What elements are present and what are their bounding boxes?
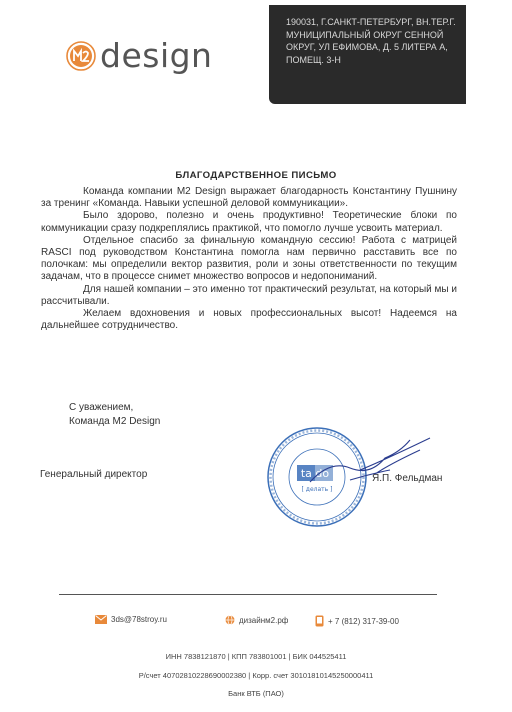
website-text: дизайнм2.рф <box>239 615 289 625</box>
signer-name: Я.П. Фельдман <box>372 473 443 484</box>
paragraph-5: Желаем вдохновения и новых профессиональных высот! Надеемся на дальнейшее сотрудничество. <box>41 308 457 332</box>
letter-title: БЛАГОДАРСТВЕННОЕ ПИСЬМО <box>175 170 337 181</box>
letter-body <box>41 186 457 332</box>
phone-icon <box>315 615 324 627</box>
paragraph-4: Для нашей компании – это именно тот практический результат, на который мы и рассчитывали. <box>41 283 457 307</box>
paragraph-1: Команда компании M2 Design выражает благодарность Константину Пушнину за тренинг «Команда. Навыки успешной деловой коммуникации». <box>41 186 457 210</box>
phone-text: + 7 (812) 317-39-00 <box>328 616 399 626</box>
paragraph-3: Отдельное спасибо за финальную командную сессию! Работа с матрицей RASCI под руководством Константина помогла нам первично расставить все по полочкам: мы определили вектор развития, роли и зоны ответственности по текущим задачам, что в процессе снимет множество вопросов и недопониманий. <box>41 234 457 283</box>
envelope-icon <box>95 615 107 624</box>
closing-team: Команда M2 Design <box>69 416 161 427</box>
paragraph-2: Было здорово, полезно и очень продуктивно! Теоретические блоки по коммуникации сразу подкреплялись практикой, что помогло лучше усвоить материал. <box>41 210 457 234</box>
closing <box>69 401 160 429</box>
bank-name: Банк ВТБ (ПАО) <box>228 689 284 698</box>
company-requisites: ИНН 7838121870 | КПП 783801001 | БИК 044525411 <box>165 652 347 661</box>
logo-text: design <box>100 36 213 75</box>
stamp-logo-text: ta do <box>300 467 330 480</box>
director-title: Генеральный директор <box>40 469 148 480</box>
company-logo <box>66 36 212 75</box>
stamp-subtext: [ делать ] <box>301 486 333 493</box>
closing-greeting: С уважением, <box>69 402 134 413</box>
company-address: 190031, Г.САНКТ-ПЕТЕРБУРГ, ВН.ТЕР.Г. МУНИЦИПАЛЬНЫЙ ОКРУГ СЕННОЙ ОКРУГ, УЛ ЕФИМОВА, Д. 5 ЛИТЕРА А, ПОМЕЩ. 3-Н <box>286 17 456 66</box>
globe-icon <box>225 615 235 625</box>
footer-divider <box>59 594 437 595</box>
m2-logo-icon <box>66 41 96 71</box>
contact-phone[interactable] <box>315 615 399 627</box>
contact-website[interactable] <box>225 615 288 625</box>
contact-email[interactable] <box>95 615 167 624</box>
address-panel <box>269 5 466 104</box>
bank-accounts: Р/счет 40702810228690002380 | Корр. счет 30101810145250000411 <box>138 671 374 680</box>
email-text: 3ds@78stroy.ru <box>111 615 167 624</box>
